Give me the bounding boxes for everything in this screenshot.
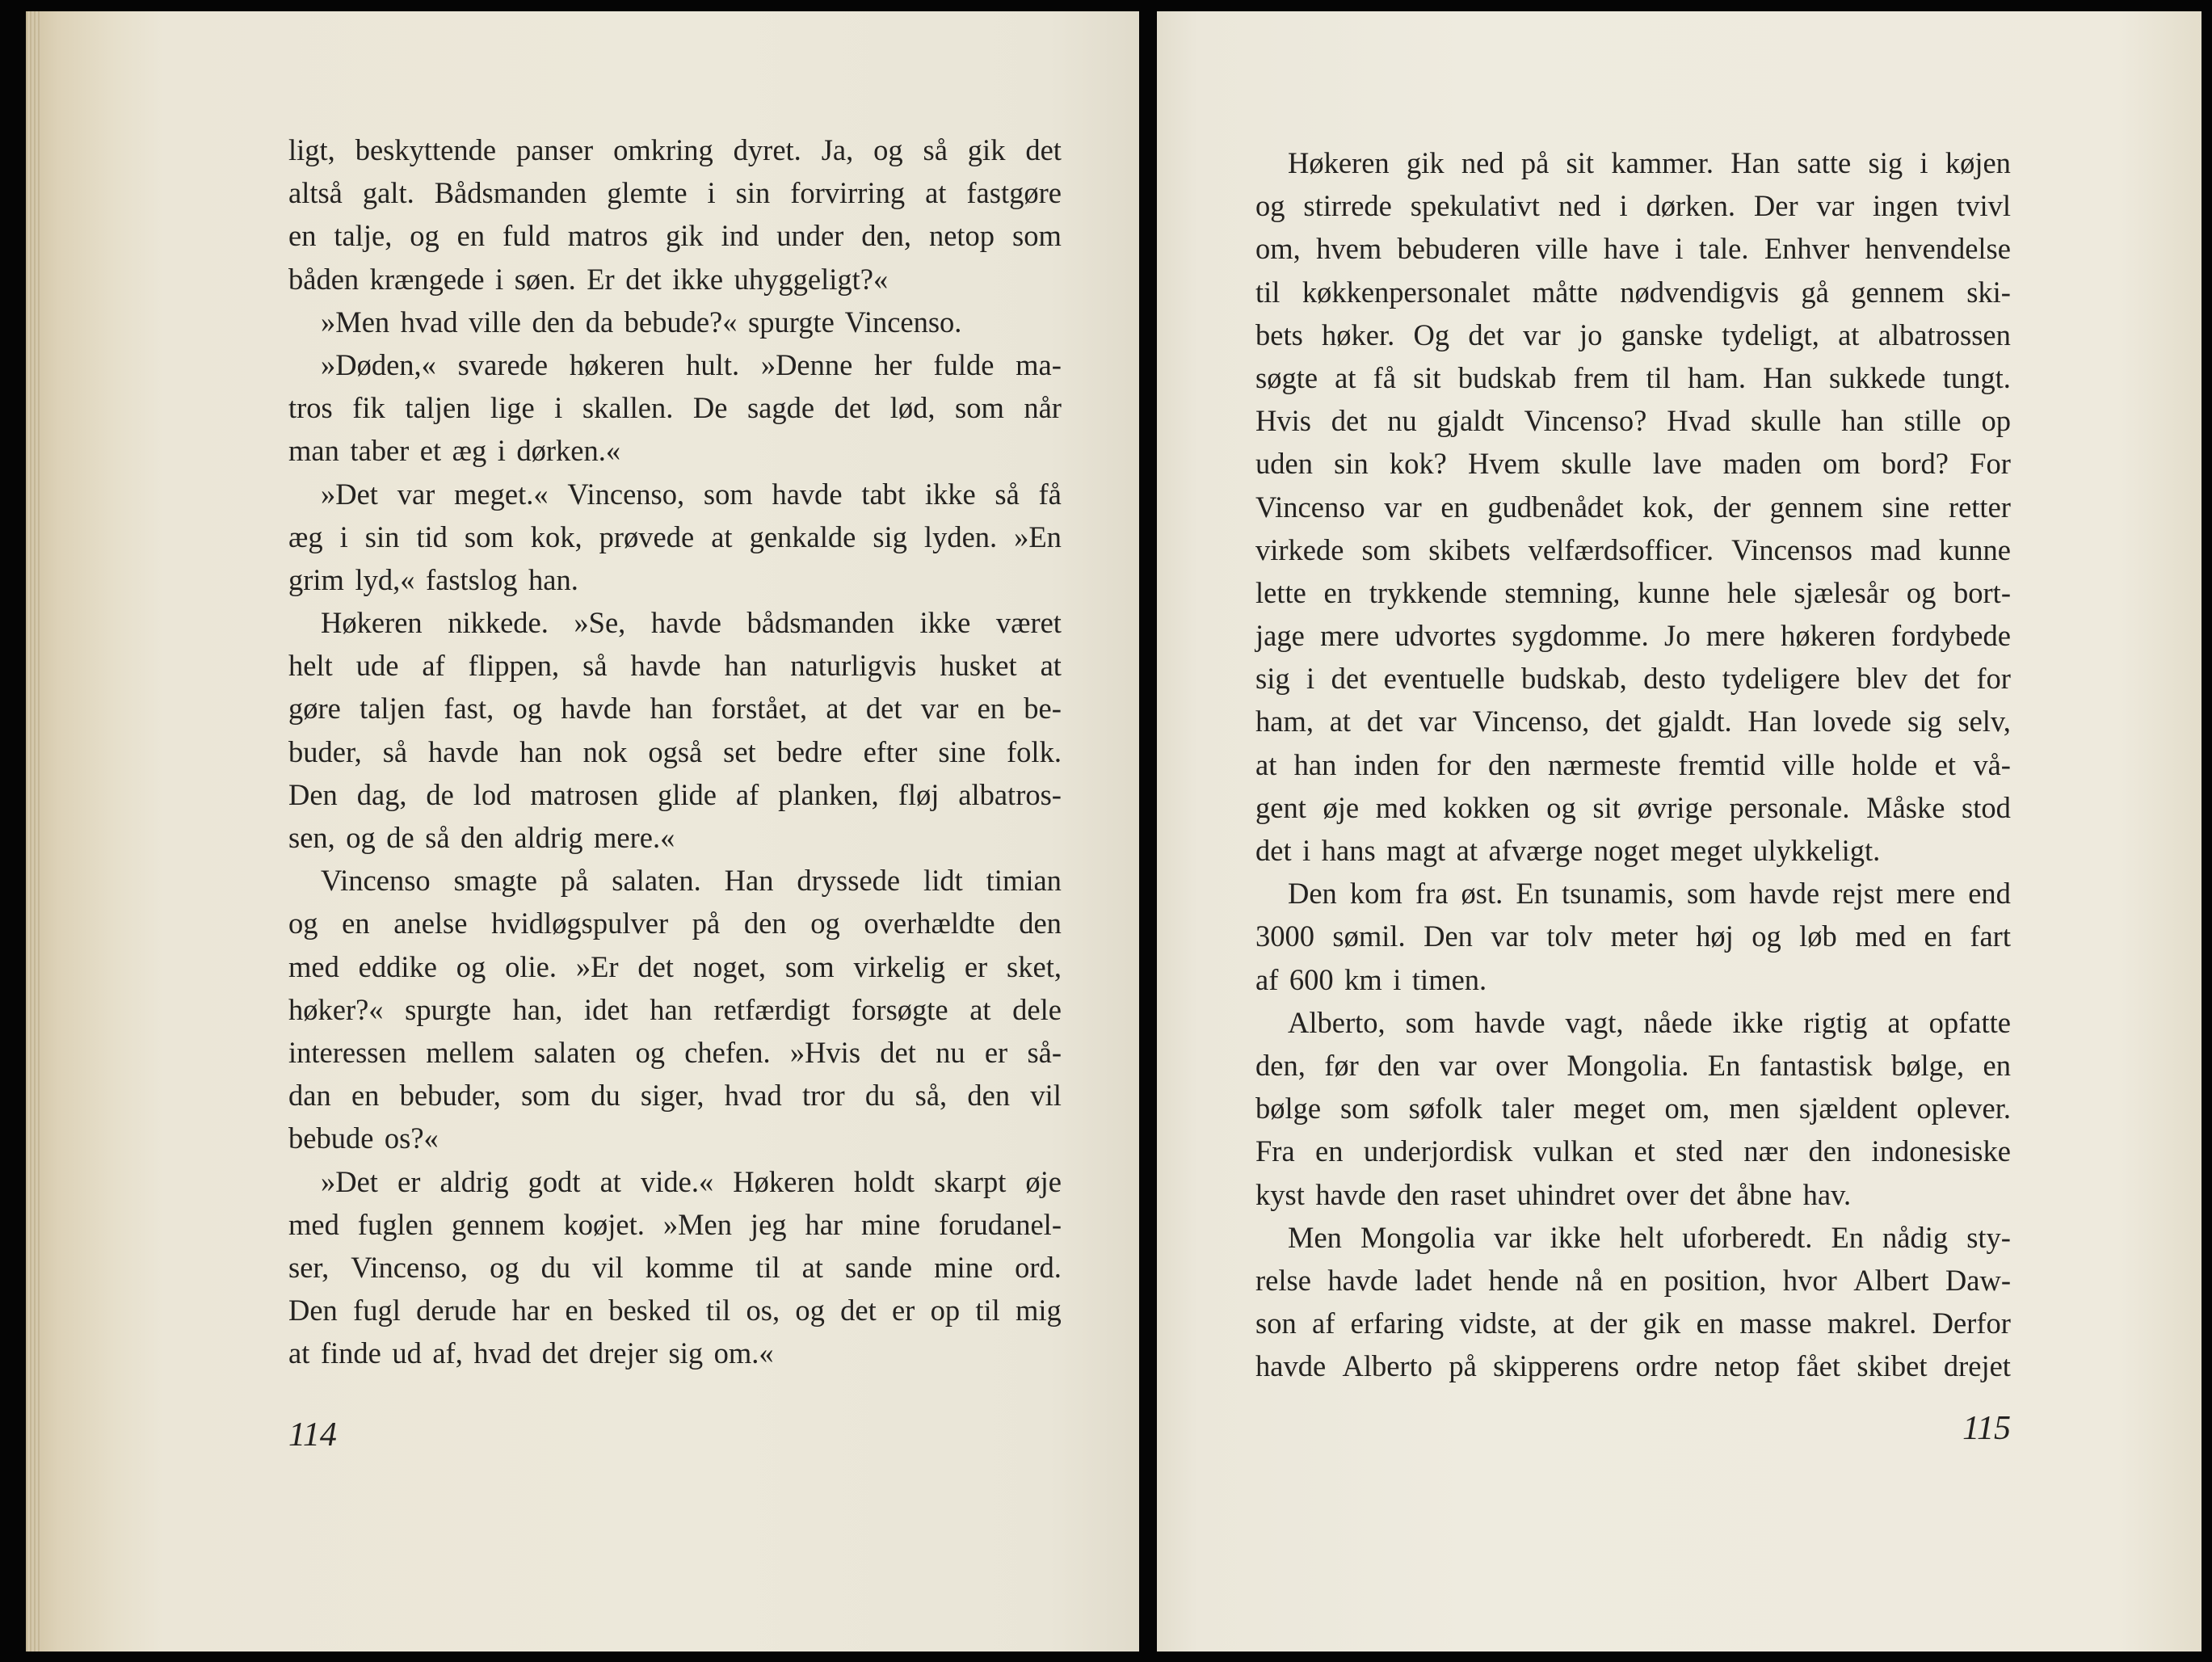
- text-line: bets høker. Og det var jo ganske tydeligt, at albatrossen: [1255, 318, 2011, 351]
- text-line: ligt, beskyttende panser omkring dyret. Ja, og så gik det: [288, 133, 1062, 166]
- text-line: Den fugl derude har en besked til os, og det er op til mig: [288, 1294, 1062, 1327]
- text-line: interessen mellem salaten og chefen. »Hvis det nu er så-: [288, 1035, 1062, 1069]
- text-line: sen, og de så den aldrig mere.«: [288, 821, 675, 854]
- text-line: af 600 km i timen.: [1255, 962, 1487, 996]
- text-line: Fra en underjordisk vulkan et sted nær den indonesiske: [1255, 1134, 2011, 1168]
- text-line: relse havde ladet hende nå en position, hvor Albert Daw-: [1255, 1263, 2011, 1297]
- text-line: »Men hvad ville den da bebude?« spurgte Vincenso.: [321, 305, 962, 339]
- text-line: »Døden,« svarede høkeren hult. »Denne her fulde ma-: [321, 347, 1062, 381]
- text-line: uden sin kok? Hvem skulle lave maden om bord? For: [1255, 447, 2011, 481]
- text-line: havde Alberto på skipperens ordre netop fået skibet drejet: [1255, 1349, 2011, 1383]
- text-line: Høkeren nikkede. »Se, havde bådsmanden ikke været: [321, 606, 1062, 640]
- text-line: at finde ud af, hvad det drejer sig om.«: [288, 1336, 774, 1370]
- right-page-number: 115: [1962, 1410, 2011, 1447]
- text-line: bebude os?«: [288, 1121, 439, 1155]
- text-line: med fuglen gennem koøjet. »Men jeg har mine forudanel-: [288, 1207, 1062, 1241]
- text-line: Høkeren gik ned på sit kammer. Han satte sig i køjen: [1288, 146, 2011, 179]
- text-line: og stirrede spekulativt ned i dørken. Der var ingen tvivl: [1255, 189, 2011, 223]
- text-line: æg i sin tid som kok, prøvede at genkalde sig lyden. »En: [288, 520, 1062, 553]
- text-line: jage mere udvortes sygdomme. Jo mere høkeren fordybede: [1255, 619, 2011, 653]
- text-line: den, før den var over Mongolia. En fantastisk bølge, en: [1255, 1048, 2011, 1082]
- text-line: virkede som skibets velfærdsofficer. Vincensos mad kunne: [1255, 532, 2011, 566]
- text-line: man taber et æg i dørken.«: [288, 434, 621, 468]
- text-line: buder, så havde han nok også set bedre efter sine folk.: [288, 734, 1062, 768]
- text-line: ham, at det var Vincenso, det gjaldt. Han lovede sig selv,: [1255, 705, 2011, 738]
- text-line: tros fik taljen lige i skallen. De sagde det lød, som når: [288, 391, 1062, 425]
- text-line: kyst havde den raset uhindret over det åbne hav.: [1255, 1177, 1852, 1211]
- left-page-text: [288, 128, 1062, 1374]
- text-line: det i hans magt at afværge noget meget ulykkeligt.: [1255, 834, 1881, 867]
- text-line: med eddike og olie. »Er det noget, som virkelig er sket,: [288, 949, 1062, 983]
- text-line: Den kom fra øst. En tsunamis, som havde rejst mere end: [1288, 877, 2011, 911]
- text-line: om, hvem bebuderen ville have i tale. Enhver henvendelse: [1255, 232, 2011, 266]
- text-line: gøre taljen fast, og havde han forstået, at det var en be-: [288, 692, 1062, 726]
- text-line: altså galt. Bådsmanden glemte i sin forvirring at fastgøre: [288, 176, 1062, 210]
- text-line: Hvis det nu gjaldt Vincenso? Hvad skulle han stille op: [1255, 404, 2011, 438]
- text-line: helt ude af flippen, så havde han naturligvis husket at: [288, 649, 1062, 683]
- text-line: en talje, og en fuld matros gik ind under den, netop som: [288, 219, 1062, 253]
- text-line: ser, Vincenso, og du vil komme til at sande mine ord.: [288, 1250, 1062, 1284]
- text-line: son af erfaring vidste, at der gik en masse makrel. Derfor: [1255, 1306, 2011, 1340]
- right-page-text: [1255, 141, 2011, 1387]
- text-line: bølge som søfolk taler meget om, men sjældent oplever.: [1255, 1092, 2011, 1126]
- left-page: [26, 11, 1139, 1651]
- text-line: Men Mongolia var ikke helt uforberedt. En nådig sty-: [1288, 1220, 2011, 1254]
- text-line: søgte at få sit budskab frem til ham. Han sukkede tungt.: [1255, 360, 2011, 394]
- left-page-number: 114: [288, 1416, 337, 1454]
- text-line: gent øje med kokken og sit øvrige personale. Måske stod: [1255, 790, 2011, 824]
- text-line: dan en bebuder, som du siger, hvad tror du så, den vil: [288, 1079, 1062, 1113]
- text-line: 3000 sømil. Den var tolv meter høj og løb med en fart: [1255, 919, 2011, 953]
- text-line: Vincenso var en gudbenådet kok, der gennem sine retter: [1255, 490, 2011, 524]
- text-line: Alberto, som havde vagt, nåede ikke rigtig at opfatte: [1288, 1005, 2011, 1039]
- right-page: [1157, 11, 2201, 1651]
- text-line: høker?« spurgte han, idet han retfærdigt forsøgte at dele: [288, 992, 1062, 1026]
- text-line: at han inden for den nærmeste fremtid ville holde et vå-: [1255, 747, 2011, 781]
- text-line: sig i det eventuelle budskab, desto tydeligere blev det for: [1255, 662, 2011, 696]
- text-line: »Det var meget.« Vincenso, som havde tabt ikke så få: [321, 477, 1062, 511]
- text-line: lette en trykkende stemning, kunne hele sjælesår og bort-: [1255, 575, 2011, 609]
- text-line: Vincenso smagte på salaten. Han dryssede lidt timian: [321, 864, 1062, 898]
- text-line: og en anelse hvidløgspulver på den og overhældte den: [288, 907, 1062, 940]
- text-line: »Det er aldrig godt at vide.« Høkeren holdt skarpt øje: [321, 1164, 1062, 1198]
- text-line: båden krængede i søen. Er det ikke uhyggeligt?«: [288, 262, 889, 296]
- text-line: Den dag, de lod matrosen glide af planken, fløj albatros-: [288, 777, 1062, 811]
- text-line: grim lyd,« fastslog han.: [288, 562, 578, 596]
- text-line: til køkkenpersonalet måtte nødvendigvis gå gennem ski-: [1255, 275, 2011, 309]
